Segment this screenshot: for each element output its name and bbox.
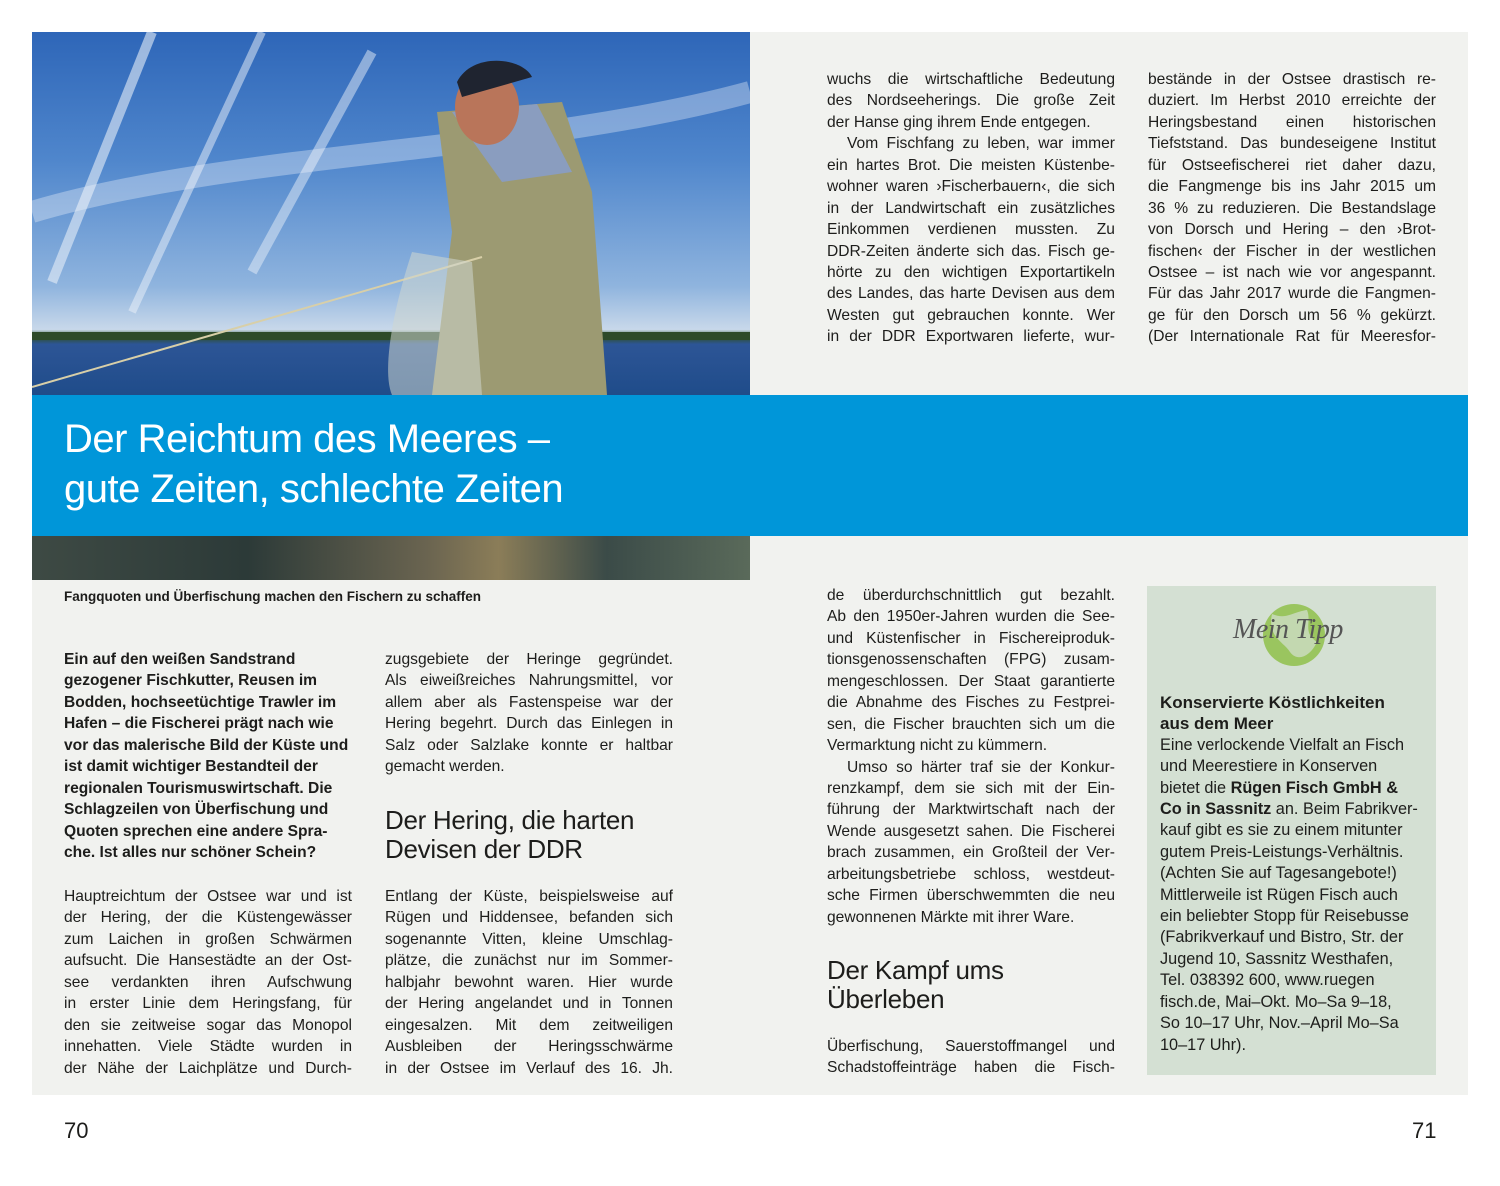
heading-line: Der Kampf ums [827,955,1004,985]
intro-paragraph [64,649,352,863]
tip-title: Konservierte Köstlichkeiten [1160,693,1385,712]
text-line: Vom Fischfang zu leben, war immer [847,135,1115,153]
column-3-bottom [827,585,1115,928]
tip-line: Co in Sassnitz an. Beim Fabrikver- [1160,800,1418,819]
column-3-end [827,1036,1115,1079]
tip-title: aus dem Meer [1160,714,1274,734]
text-line: Ausbleiben der Heringsschwärme [385,1038,673,1056]
text-line: Schlagzeilen von Überfischung und [64,801,329,819]
text-line: ist damit wichtiger Bestandteil der [64,758,318,776]
tip-line: So 10–17 Uhr, Nov.–April Mo–Sa [1160,1014,1399,1033]
text-line: des Landes, das harte Devisen aus dem [827,285,1115,303]
text-line: der Hering, der die Küstengewässer [64,909,352,927]
text-line: allem aber als Fastenspeise war der [385,693,673,711]
text-line: sche Firmen überschwemmten die neu [827,887,1115,905]
mein-tipp-logo: Mein Tipp [1233,614,1343,645]
tip-line: Jugend 10, Sassnitz Westhafen, [1160,949,1394,968]
text-line: halbjahr bewohnt waren. Hier wurde [385,973,673,991]
title-line: Der Reichtum des Meeres – [64,417,550,461]
page-number-right: 71 [1412,1118,1437,1143]
text-line: in der Landwirtschaft ein zusätzliches [827,199,1115,217]
title-line: gute Zeiten, schlechte Zeiten [64,467,564,511]
text-line: Umso so härter traf sie der Konkur- [847,758,1115,776]
text-line: und Küstenfischer in Fischereiproduk- [827,629,1115,647]
text-line: che. Ist alles nur schöner Schein? [64,843,317,861]
tip-line: 10–17 Uhr). [1160,1035,1246,1054]
fisherman-photo [32,32,750,395]
text-line: ein hartes Brot. Die meisten Küstenbe- [827,156,1115,174]
photo-strip [32,536,750,580]
text-line: Entlang der Küste, beispielsweise auf [385,888,673,905]
text-line: plätze, die zunächst nur im Sommer- [385,952,673,970]
text-line: der Hering angelandet und in Tonnen [385,995,673,1013]
text-line: Überfischung, Sauerstoffmangel und [827,1038,1115,1055]
text-line: gewonnenen Märkte mit ihrer Ware. [827,908,1075,926]
column-3-top [827,69,1115,348]
text-line: Vermarktung nicht zu kümmern. [827,737,1048,755]
text-line: Bodden, hochseetüchtige Trawler im [64,693,337,711]
tip-line: Mittlerweile ist Rügen Fisch auch [1160,885,1398,904]
text-line: den sie zeitweise sogar das Monopol [64,1016,352,1034]
fisherman-illustration [32,32,750,395]
heading-hering [385,806,634,864]
tip-line: fisch.de, Mai–Okt. Mo–Sa 9–18, [1160,992,1392,1011]
text-line: duziert. Im Herbst 2010 erreichte der [1148,92,1436,110]
tip-line: gutem Preis-Leistungs-Verhältnis. [1160,842,1404,861]
page-title [64,414,563,514]
text-line: gezogener Fischkutter, Reusen im [64,672,318,690]
tip-line: Eine verlockende Vielfalt an Fisch [1160,735,1405,754]
tip-line: (Achten Sie auf Tagesangebote!) [1160,864,1397,883]
text-line: sen, die Fischer brauchten sich um die [827,715,1115,733]
text-line: die Abnahme des Fisches zu Festprei- [827,694,1115,712]
text-line: Rügen und Hiddensee, befanden sich [385,909,673,927]
text-line: bestände in der Ostsee drastisch re- [1148,71,1436,88]
text-line: die Fangmenge bis ins Jahr 2015 um [1148,178,1436,196]
text-line: (Der Internationale Rat für Meeresfor- [1148,328,1436,346]
text-line: Hauptreichtum der Ostsee war und ist [64,888,352,905]
text-line: der Hanse ging ihrem Ende entgegen. [827,113,1091,131]
text-line: Ab den 1950er-Jahren wurden die See- [827,608,1115,626]
text-line: brach zusammen, ein Großteil der Ver- [827,844,1115,862]
column-4-top [1148,69,1436,348]
text-line: arbeitungsbetriebe schloss, westdeut- [827,865,1115,883]
text-line: mengeschlossen. Der Staat garantierte [827,672,1115,690]
tip-line: (Fabrikverkauf und Bistro, Str. der [1160,928,1404,947]
text-line: für Ostseefischerei riet daher dazu, [1148,156,1436,174]
text-line: Für das Jahr 2017 wurde die Fangmen- [1148,285,1436,303]
photo-caption: Fangquoten und Überfischung machen den Fischern zu schaffen [64,589,482,604]
text-line: eingesalzen. Mit dem zeitweiligen [385,1016,673,1034]
text-line: renzkampf, dem sie sich mit der Ein- [827,779,1115,797]
text-line: Hafen – die Fischerei prägt nach wie [64,715,334,733]
text-line: Salz oder Salzlake konnte er haltbar [385,736,673,754]
tip-line: und Meerestiere in Konserven [1160,757,1378,776]
heading-line: Devisen der DDR [385,834,583,864]
text-line: in erster Linie dem Heringsfang, für [64,995,352,1013]
text-line: des Nordseeherings. Die große Zeit [827,92,1115,110]
text-line: führung der Marktwirtschaft nach der [827,801,1115,819]
text-line: see verdankten ihren Aufschwung [64,973,352,991]
text-line: Heringsbestand einen historischen [1148,113,1436,131]
text-line: Ostsee – ist nach wie vor angespannt. [1148,263,1436,281]
text-line: Tiefststand. Das bundeseigene Institut [1148,135,1436,153]
text-line: vor das malerische Bild der Küste und [64,736,349,754]
page-number-left: 70 [64,1118,89,1143]
text-line: Wende ausgesetzt sahen. Die Fischerei [827,822,1115,840]
text-line: 36 % zu reduzieren. Die Bestandslage [1148,199,1436,217]
text-line: regionalen Tourismuswirtschaft. Die [64,779,333,797]
column-1-body [64,886,352,1079]
text-line: zugsgebiete der Heringe gegründet. [385,651,673,668]
heading-kampf [827,956,1004,1014]
text-line: der Nähe der Laichplätze und Durch- [64,1059,352,1077]
text-line: in der Ostsee im Verlauf des 16. Jh. [385,1059,673,1077]
text-line: wuchs die wirtschaftliche Bedeutung [827,71,1115,88]
text-line: innehatten. Viele Städte wurden in [64,1038,352,1056]
text-line: ge für den Dorsch um 56 % gekürzt. [1148,306,1436,324]
text-line: Einkommen verdienen mussten. Zu [827,221,1115,239]
text-line: aufsucht. Die Hansestädte an der Ost- [64,952,352,970]
text-line: de überdurchschnittlich gut bezahlt. [827,587,1115,604]
text-line: in der DDR Exportwaren lieferte, wur- [827,328,1115,346]
text-line: Ein auf den weißen Sandstrand [64,651,296,668]
tip-line: bietet die Rügen Fisch GmbH & [1160,778,1398,797]
tip-line: Tel. 038392 600, www.ruegen [1160,971,1375,990]
text-line: sogenannte Vitten, kleine Umschlag- [385,930,673,948]
tip-body [1160,692,1430,1056]
tip-text [1160,735,1430,1056]
text-line: hörte zu den wichtigen Exportartikeln [827,263,1115,281]
heading-line: Der Hering, die harten [385,805,635,835]
text-line: tionsgenossenschaften (FPG) zusam- [827,651,1115,669]
text-line: wohner waren ›Fischerbauern‹, die sich [827,178,1115,196]
text-line: zum Laichen in großen Schwärmen [64,930,352,948]
text-line: Schadstoffeinträge haben die Fisch- [827,1059,1115,1077]
text-line: Hering begehrt. Durch das Einlegen in [385,715,673,733]
tip-line: kauf gibt es sie zu einem mitunter [1160,821,1403,840]
column-2-body [385,886,673,1079]
heading-line: Überleben [827,984,945,1014]
text-line: DDR-Zeiten änderte sich das. Fisch ge- [827,242,1115,260]
text-line: Als eiweißreiches Nahrungsmittel, vor [385,672,673,690]
tip-box [1147,586,1436,1075]
text-line: Westen gut gebrauchen konnte. Wer [827,306,1115,324]
text-line: fischen‹ der Fischer in der westlichen [1148,242,1436,260]
text-line: Quoten sprechen eine andere Spra- [64,822,328,840]
text-line: von Dorsch und Hering – den ›Brot- [1148,221,1436,239]
tip-line: ein beliebter Stopp für Reisebusse [1160,907,1409,926]
column-2-top [385,649,673,778]
text-line: gemacht werden. [385,758,505,776]
